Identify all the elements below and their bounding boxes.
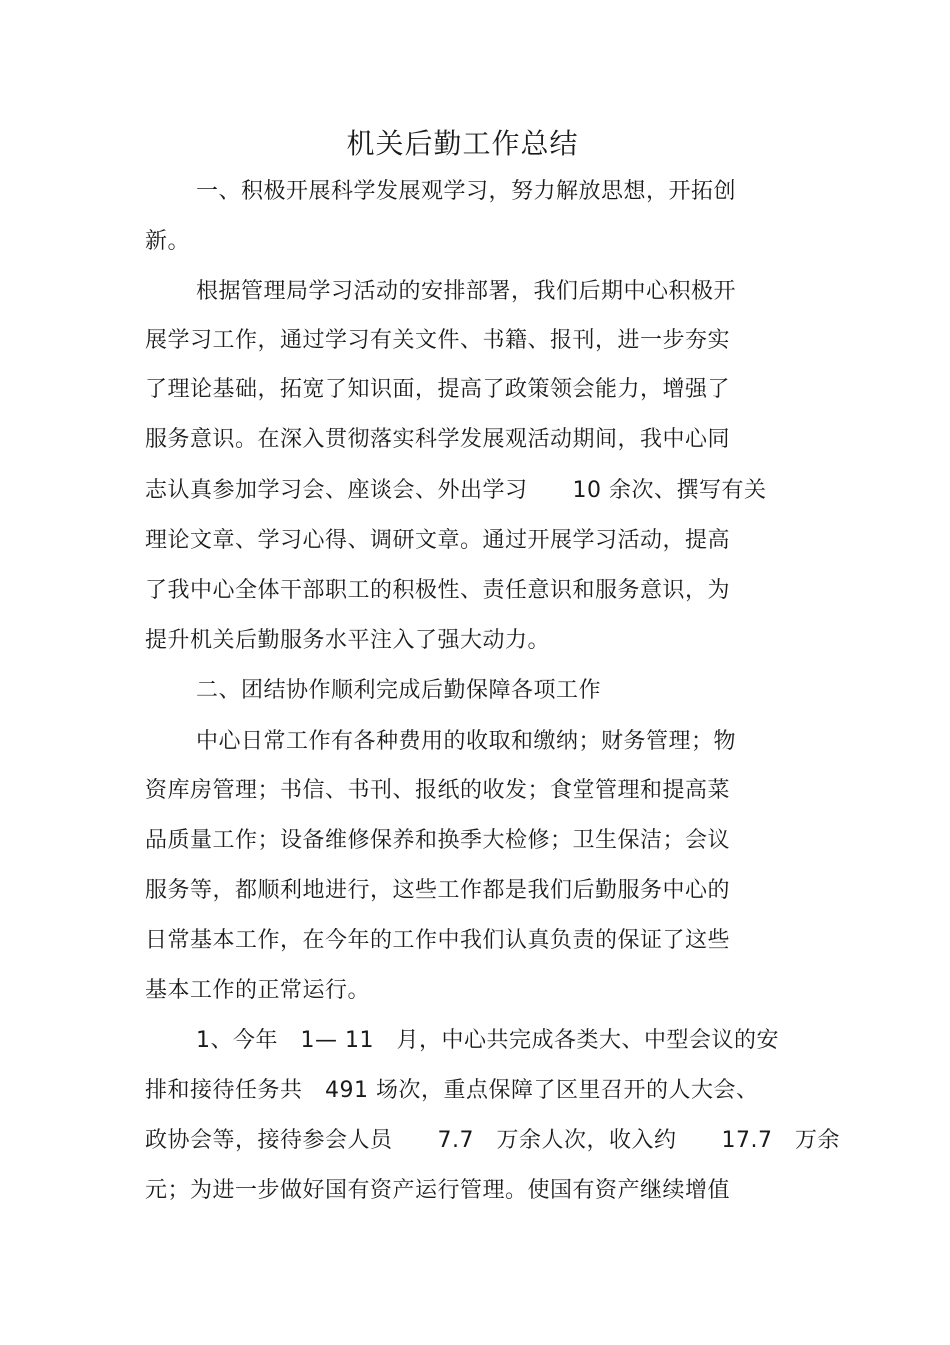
paragraph-line: 了我中心全体干部职工的积极性、责任意识和服务意识，为 (145, 578, 731, 603)
paragraph-line: 服务等，都顺利地进行，这些工作都是我们后勤服务中心的 (145, 878, 731, 903)
paragraph-line: 了理论基础，拓宽了知识面，提高了政策领会能力，增强了 (145, 377, 731, 402)
paragraph-line: 品质量工作；设备维修保养和换季大检修；卫生保洁；会议 (145, 828, 731, 853)
paragraph-line: 资库房管理；书信、书刊、报纸的收发；食堂管理和提高菜 (145, 778, 731, 803)
paragraph-line: 展学习工作，通过学习有关文件、书籍、报刊，进一步夯实 (145, 328, 731, 353)
paragraph-line: 政协会等，接待参会人员 7.7 万余人次，收入约 17.7 万余 (145, 1128, 840, 1153)
paragraph-line: 志认真参加学习会、座谈会、外出学习 10 余次、撰写有关 (145, 478, 767, 503)
paragraph-line: 元；为进一步做好国有资产运行管理。使国有资产继续增值 (145, 1178, 731, 1203)
paragraph-line: 根据管理局学习活动的安排部署，我们后期中心积极开 (196, 279, 737, 304)
paragraph-line: 提升机关后勤服务水平注入了强大动力。 (145, 628, 551, 653)
paragraph-line: 理论文章、学习心得、调研文章。通过开展学习活动，提高 (145, 528, 731, 553)
paragraph-line: 基本工作的正常运行。 (145, 978, 371, 1003)
paragraph-line: 服务意识。在深入贯彻落实科学发展观活动期间，我中心同 (145, 427, 731, 452)
paragraph-line: 新。 (145, 229, 191, 254)
section-heading-1: 一、积极开展科学发展观学习，努力解放思想，开拓创 (196, 179, 737, 204)
paragraph-line: 1、今年 1— 11 月，中心共完成各类大、中型会议的安 (196, 1028, 779, 1053)
document-title: 机关后勤工作总结 (346, 127, 579, 160)
paragraph-line: 排和接待任务共 491 场次，重点保障了区里召开的人大会、 (145, 1078, 759, 1103)
paragraph-line: 日常基本工作，在今年的工作中我们认真负责的保证了这些 (145, 928, 731, 953)
section-heading-2: 二、团结协作顺利完成后勤保障各项工作 (196, 678, 602, 703)
paragraph-line: 中心日常工作有各种费用的收取和缴纳；财务管理；物 (196, 729, 737, 754)
